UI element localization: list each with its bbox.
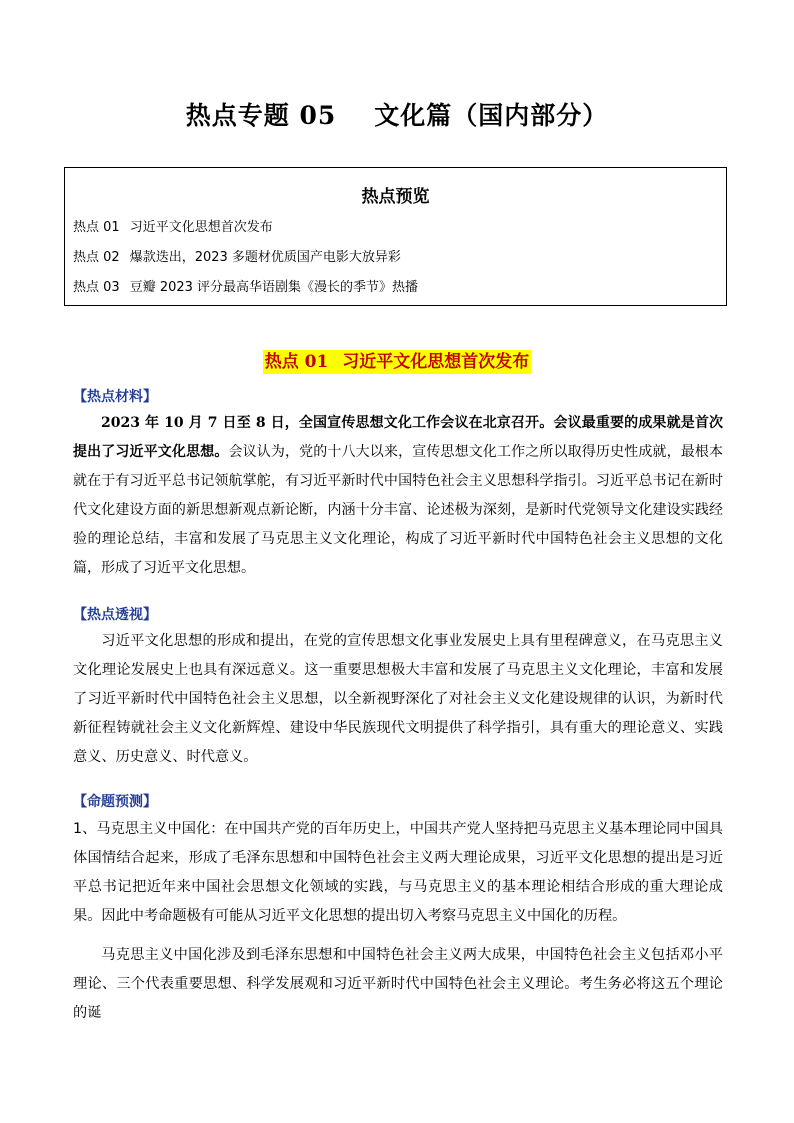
prediction-label: 【命题预测】 xyxy=(73,794,157,810)
preview-item-text: 习近平文化思想首次发布 xyxy=(129,220,273,235)
page-title-right: 文化篇（国内部分） xyxy=(374,101,609,130)
section-heading-text: 习近平文化思想首次发布 xyxy=(342,352,530,372)
material-label: 【热点材料】 xyxy=(73,389,157,405)
prediction-text-1: 1、马克思主义中国化：在中国共产党的百年历史上，中国共产党人坚持把马克思主义基本理论同中国具体国情结合起来，形成了毛泽东思想和中国特色社会主义两大理论成果，习近平文化思想的提出是习近平总书记把近年来中国社会思想文化领域的实践，与马克思主义的基本理论相结合形成的重大理论成果。因此中考命题极有可能从习近平文化思想的提出切入考察马克思主义中国化的历程。 xyxy=(73,821,723,924)
section-heading-highlight xyxy=(263,350,532,374)
prediction-paragraph-1 xyxy=(73,815,723,931)
material-paragraph xyxy=(73,409,723,583)
analysis-label: 【热点透视】 xyxy=(73,607,157,623)
preview-title: 热点预览 xyxy=(361,187,430,207)
page-title xyxy=(0,96,794,132)
analysis-text: 习近平文化思想的形成和提出，在党的宣传思想文化事业发展史上具有里程碑意义，在马克思主义文化理论发展史上也具有深远意义。这一重要思想极大丰富和发展了马克思主义文化理论，丰富和发展了习近平新时代中国特色社会主义思想，以全新视野深化了对社会主义文化建设规律的认识，为新时代新征程铸就社会主义文化新辉煌、建设中华民族现代文明提供了科学指引，具有重大的理论意义、实践意义、历史意义、时代意义。 xyxy=(73,633,723,765)
section-heading xyxy=(0,347,794,372)
prediction-text-2: 马克思主义中国化涉及到毛泽东思想和中国特色社会主义两大成果，中国特色社会主义包括邓小平理论、三个代表重要思想、科学发展观和习近平新时代中国特色社会主义理论。考生务必将这五个理论的诞 xyxy=(73,947,723,1021)
preview-item-num: 热点 02 xyxy=(73,250,120,265)
preview-item xyxy=(73,218,273,238)
preview-item-num: 热点 03 xyxy=(73,280,120,295)
preview-item-text: 豆瓣 2023 评分最高华语剧集《漫长的季节》热播 xyxy=(129,280,419,295)
preview-item xyxy=(73,278,418,298)
analysis-paragraph xyxy=(73,627,723,772)
preview-item xyxy=(73,248,401,268)
preview-item-num: 热点 01 xyxy=(73,220,120,235)
prediction-paragraph-2 xyxy=(73,941,723,1028)
section-heading-num: 热点 01 xyxy=(264,352,329,372)
material-rest: 会议认为，党的十八大以来，宣传思想文化工作之所以取得历史性成就，最根本就在于有习近平总书记领航掌舵，有习近平新时代中国特色社会主义思想科学指引。习近平总书记在新时代文化建设方面的新思想新观点新论断，内涵十分丰富、论述极为深刻，是新时代党领导文化建设实践经验的理论总结，丰富和发展了马克思主义文化理论，构成了习近平新时代中国特色社会主义思想的文化篇，形成了习近平文化思想。 xyxy=(73,444,723,576)
preview-item-text: 爆款迭出，2023 多题材优质国产电影大放异彩 xyxy=(129,250,401,265)
material-bold: 2023 年 10 月 7 日至 8 日，全国宣传思想文化工作会议在北京召开。会议最重要的成果就是首次提出了习近平文化思想。 xyxy=(73,415,723,460)
preview-box xyxy=(64,167,727,306)
page-title-left: 热点专题 05 xyxy=(185,101,337,130)
